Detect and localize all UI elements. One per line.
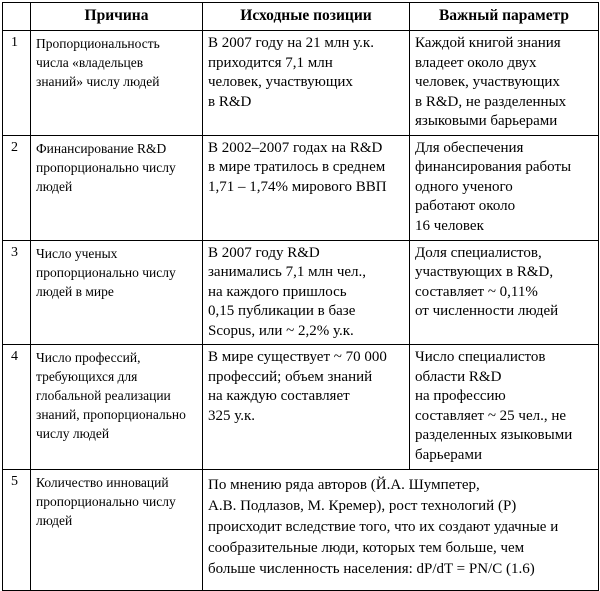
cause-cell: Число ученых пропорционально числу людей в мире <box>31 240 203 345</box>
parameter-cell: Число специалистов области R&D на профессию составляет ~ 25 чел., не разделенных языковыми барьерами <box>410 345 599 470</box>
header-num <box>3 3 31 31</box>
cause-cell: Пропорциональность числа «владельцев знаний» числу людей <box>31 31 203 136</box>
table-row <box>3 345 599 470</box>
cause-cell: Количество инноваций пропорционально числу людей <box>31 470 203 591</box>
row-number: 1 <box>3 31 31 136</box>
row-number: 5 <box>3 470 31 591</box>
parameter-cell: Для обеспечения финансирования работы одного ученого работают около 16 человек <box>410 135 599 240</box>
header-cause: Причина <box>31 3 203 31</box>
position-cell: В 2007 году R&D занимались 7,1 млн чел., на каждого пришлось 0,15 публикации в базе Scopus, или ~ 2,2% у.к. <box>203 240 410 345</box>
table-row <box>3 31 599 136</box>
header-parameter: Важный параметр <box>410 3 599 31</box>
table-row <box>3 470 599 591</box>
position-cell: В 2002–2007 годах на R&D в мире тратилось в среднем 1,71 – 1,74% мирового ВВП <box>203 135 410 240</box>
position-cell: В мире существует ~ 70 000 профессий; объем знаний на каждую составляет 325 у.к. <box>203 345 410 470</box>
row-number: 3 <box>3 240 31 345</box>
table-row <box>3 240 599 345</box>
header-position: Исходные позиции <box>203 3 410 31</box>
reasons-table <box>2 2 599 591</box>
row-number: 2 <box>3 135 31 240</box>
cause-cell: Число профессий, требующихся для глобальной реализации знаний, пропорционально числу людей <box>31 345 203 470</box>
row-number: 4 <box>3 345 31 470</box>
parameter-cell: Доля специалистов, участвующих в R&D, составляет ~ 0,11% от численности людей <box>410 240 599 345</box>
merged-cell: По мнению ряда авторов (Й.А. Шумпетер, А.В. Подлазов, М. Кремер), рост технологий (P) происходит вследствие того, что их создают удачные и сообразительные люди, которых тем больше, чем больше численность населения: dP/dT = PN/C (1.6) <box>203 470 599 591</box>
position-cell: В 2007 году на 21 млн у.к. приходится 7,1 млн человек, участвующих в R&D <box>203 31 410 136</box>
cause-cell: Финансирование R&D пропорционально числу людей <box>31 135 203 240</box>
parameter-cell: Каждой книгой знания владеет около двух человек, участвующих в R&D, не разделенных языковыми барьерами <box>410 31 599 136</box>
header-row <box>3 3 599 31</box>
table-row <box>3 135 599 240</box>
